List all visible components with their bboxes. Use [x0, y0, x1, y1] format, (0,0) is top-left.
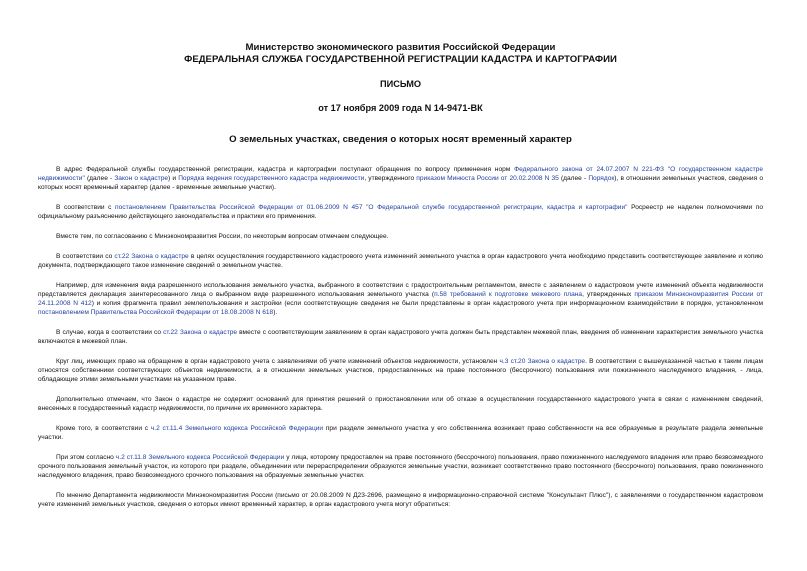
paragraph: [38, 453, 763, 481]
paragraph-text: ) и копия фрагмента правил землепользования и застройки (если соответствующие сведения не были представлены в орган кадастрового учета при информационном взаимодействии в порядке, установленном: [91, 300, 763, 308]
paragraph: [38, 165, 763, 193]
paragraph: [38, 281, 763, 318]
document-date-number: от 17 ноября 2009 года N 14-9471-ВК: [318, 103, 483, 113]
paragraph-text: ) и: [168, 175, 179, 183]
paragraph-text: В адрес Федеральной службы государственной регистрации, кадастра и картографии поступают обращения по вопросу применения норм: [56, 166, 515, 173]
paragraph-text: ).: [273, 309, 278, 317]
paragraph: [38, 203, 763, 221]
document-link[interactable]: ст.22 Закона о кадастре: [114, 252, 189, 260]
document-header: [38, 42, 763, 65]
paragraph-text: . В соответствии с вышеуказанной частью к таким лицам относятся собственники соответствующих объектов недвижимости, а в отношении земельных участков, предоставленных на праве постоянного (бессрочного) пользования или пожизненного наследуемого владения, - лица, обладающие этими земельными участками на указанном праве.: [38, 357, 763, 384]
paragraph: [38, 395, 763, 413]
paragraph-text: В случае, когда в соответствии со: [56, 328, 164, 336]
paragraph-text: в целях осуществления государственного кадастрового учета изменений земельного участка в орган кадастрового учета необходимо представить соответствующее заявление и копию документа, подтверждающего такое изменение сведений о земельном участке.: [38, 252, 763, 269]
ministry-name: Министерство экономического развития Российской Федерации: [245, 42, 556, 53]
paragraph-text: Вместе тем, по согласованию с Минэкономразвития России, по некоторым вопросам отмечаем следующее.: [56, 233, 389, 241]
paragraph-text: (далее -: [558, 175, 589, 183]
document-link[interactable]: Порядок: [588, 175, 615, 183]
paragraph-text: ), в отношении земельных участков, сведения о которых носят временный характер (далее - временные земельные участки).: [38, 175, 763, 192]
paragraph-text: при разделе земельного участка у его собственника возникает право собственности на все образуемые в результате раздела земельные участки.: [38, 424, 764, 442]
paragraph-text: Круг лиц, имеющих право на обращение в орган кадастрового учета с заявлениями об учете изменений объектов недвижимости, установлен: [56, 357, 500, 365]
paragraph: [38, 357, 763, 385]
document-link[interactable]: ч.2 ст.11.8 Земельного кодекса Российской Федерации: [115, 453, 285, 461]
paragraph-text: При этом согласно: [56, 453, 116, 461]
paragraph: [38, 424, 763, 442]
document-link[interactable]: п.58 требований к подготовке межевого плана: [434, 290, 583, 298]
paragraph-text: В соответствии со: [56, 252, 115, 260]
paragraph-text: Дополнительно отмечаем, что Закон о кадастре не содержит оснований для принятия решений о приостановлении или об отказе в осуществлении государственного кадастрового учета в связи с изменением сведений, внесенных в государственный кадастр недвижимости, по причине их временного характера.: [38, 395, 763, 413]
document-link[interactable]: Закон о кадастре: [114, 175, 169, 183]
document-link[interactable]: Федерального закона от 24.07.2007 N 221-ФЗ "О государственном кадастре недвижимости": [38, 166, 763, 183]
paragraph: [38, 232, 763, 241]
paragraph-text: (далее -: [84, 175, 115, 183]
service-name: ФЕДЕРАЛЬНАЯ СЛУЖБА ГОСУДАРСТВЕННОЙ РЕГИСТРАЦИИ КАДАСТРА И КАРТОГРАФИИ: [184, 53, 617, 65]
paragraph-text: По мнению Департамента недвижимости Минэкономразвития России (письмо от 20.08.2009 N Д23-2696, размещено в информационно-справочной системе "Консультант Плюс"), с заявлениями о государственном кадастровом учете изменений земельных участков, сведения о которых имеют временный характер, в орган кадастрового учета могут обратиться:: [38, 491, 763, 509]
paragraph-text: В соответствии с: [56, 204, 116, 212]
document-link[interactable]: постановлением Правительства Российской Федерации от 18.08.2008 N 618: [38, 309, 274, 317]
document-link[interactable]: приказом Минюста России от 20.02.2008 N 35: [416, 175, 559, 183]
document-link[interactable]: постановлением Правительства Российской Федерации от 01.06.2009 N 457 "О Федеральной службе государственной регистрации, кадастра и картографии": [115, 204, 628, 212]
paragraph-text: Росреестр не наделен полномочиями по официальному разъяснению действующего законодательства и практики его применения.: [38, 204, 764, 221]
document-subject: О земельных участках, сведения о которых носят временный характер: [229, 134, 572, 145]
document-body: [38, 165, 763, 509]
paragraph-text: Например, для изменения вида разрешенного использования земельного участка, выбранного в соответствии с градостроительным регламентом, вместе с заявлением о кадастровом учете изменений объекта недвижимости представляется декларация заинтересованного лица о выбранном виде разрешенного использования земельного участка (: [38, 281, 763, 298]
document-type: ПИСЬМО: [379, 79, 422, 89]
document-link[interactable]: ч.2 ст.11.4 Земельного кодекса Российской Федерации: [150, 424, 324, 432]
paragraph-text: у лица, которому предоставлен на праве постоянного (бессрочного) пользования, право пожизненного наследуемого владения или право безвозмездного срочного пользования земельный участок, из которого при разделе, объединении или перераспределении образуются земельные участки, возникает соответственно право постоянного (бессрочного) пользования, право пожизненного наследуемого владения, право безвозмездного срочного пользования на образуемые земельные участки.: [38, 453, 764, 480]
paragraph-text: , утвержденного: [364, 175, 417, 183]
document-link[interactable]: приказом Минэкономразвития России от 24.11.2008 N 412: [38, 290, 764, 308]
paragraph: [38, 491, 763, 509]
document-link[interactable]: ч.3 ст.20 Закона о кадастре: [499, 357, 586, 365]
paragraph-text: вместе с соответствующим заявлением в орган кадастрового учета должен быть представлен межевой план, введения об изменении характеристик земельного участка включаются в межевой план.: [38, 328, 763, 346]
paragraph: [38, 328, 763, 346]
document-link[interactable]: Порядка ведения государственного кадастра недвижимости: [178, 175, 365, 183]
paragraph-text: , утвержденных: [582, 290, 635, 298]
paragraph: [38, 252, 763, 270]
paragraph-text: Кроме того, в соответствии с: [56, 424, 151, 432]
document-link[interactable]: ст.22 Закона о кадастре: [163, 328, 238, 336]
